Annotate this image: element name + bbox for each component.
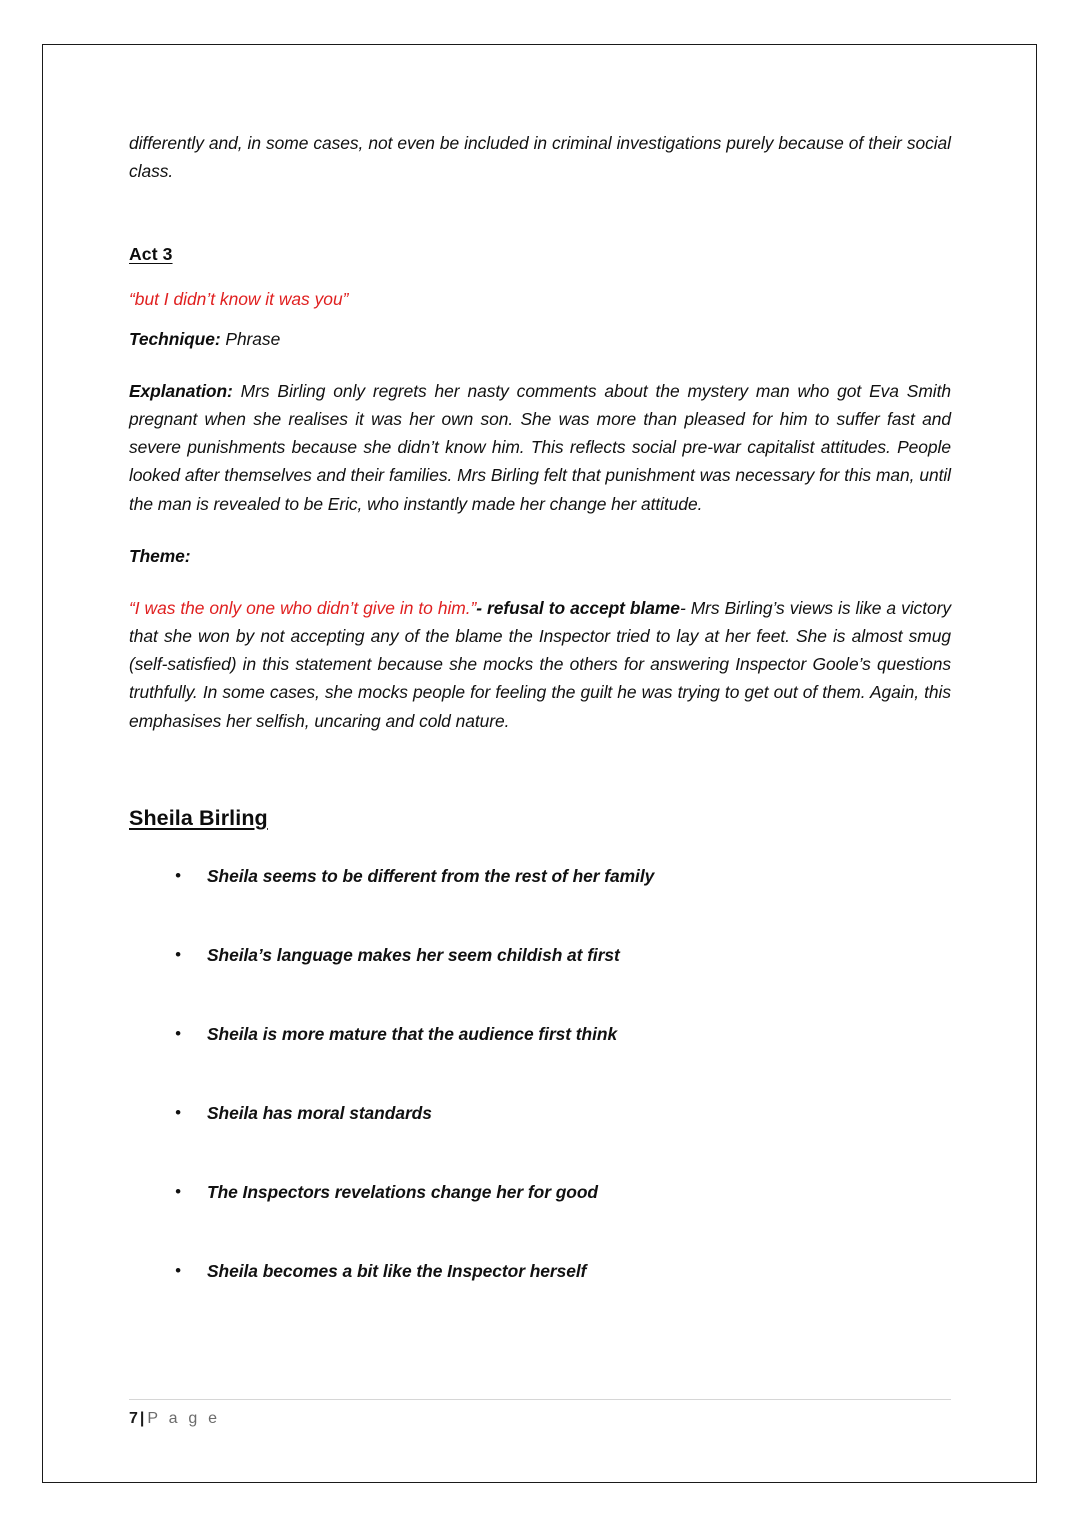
explanation-value: Mrs Birling only regrets her nasty comments about the mystery man who got Eva Smith pregnant when she realises it was her own son. She was more than pleased for him to suffer fast and severe punishments because she didn’t know him. This reflects social pre-war capitalist attitudes. People looked after themselves and their families. Mrs Birling felt that punishment was necessary for this man, until the man is revealed to be Eric, who instantly made her change her attitude. xyxy=(129,380,951,514)
list-item-label: The Inspectors revelations change her for good xyxy=(207,1182,599,1203)
bullet-icon: • xyxy=(175,865,181,885)
list-item xyxy=(129,1179,951,1205)
footer-divider xyxy=(129,1399,951,1400)
list-item-label: Sheila has moral standards xyxy=(207,1103,432,1124)
footer-page-indicator xyxy=(129,1409,951,1430)
bullet-icon: • xyxy=(175,1182,181,1202)
bullet-icon: • xyxy=(175,1103,181,1123)
page-content xyxy=(129,129,951,1284)
list-item-label: Sheila’s language makes her seem childish at first xyxy=(207,944,620,965)
explanation-label: Explanation: xyxy=(129,380,233,401)
theme-label: Theme: xyxy=(129,545,191,566)
theme-explanation: - Mrs Birling’s views is like a victory that she won by not accepting any of the blame the Inspector tried to lay at her feet. She is almost smug (self-satisfied) in this statement because she mocks the others for answering Inspector Goole’s questions truthfully. In some cases, she mocks people for feeling the guilt he was trying to get out of them. Again, this emphasises her selfish, uncaring and cold nature. xyxy=(129,597,951,731)
theme-paragraph xyxy=(129,594,951,735)
technique-value: Phrase xyxy=(220,328,281,349)
character-bullet-list xyxy=(129,863,951,1285)
list-item-label: Sheila is more mature that the audience first think xyxy=(207,1024,618,1045)
spacer xyxy=(129,265,951,285)
explanation-paragraph xyxy=(129,377,951,518)
spacer xyxy=(129,198,951,244)
list-item xyxy=(129,942,951,968)
theme-line xyxy=(129,542,951,570)
spacer xyxy=(129,531,951,542)
technique-label: Technique: xyxy=(129,328,221,349)
spacer xyxy=(129,366,951,377)
technique-line xyxy=(129,325,951,353)
spacer xyxy=(129,748,951,806)
character-heading: Sheila Birling xyxy=(129,805,268,830)
list-item-label: Sheila becomes a bit like the Inspector herself xyxy=(207,1261,587,1282)
act-quote: “but I didn’t know it was you” xyxy=(129,289,349,310)
theme-quote: “I was the only one who didn’t give in to him.” xyxy=(129,597,477,618)
bullet-icon: • xyxy=(175,1024,181,1044)
spacer xyxy=(129,314,951,325)
list-item xyxy=(129,1100,951,1126)
footer-separator: | xyxy=(139,1410,145,1428)
theme-bold-term: - refusal to accept blame xyxy=(476,597,680,618)
act-heading: Act 3 xyxy=(129,244,173,265)
footer-page-number: 7 xyxy=(129,1410,138,1428)
continued-paragraph: differently and, in some cases, not even be included in criminal investigations purely because of their social class. xyxy=(129,133,951,182)
list-item-label: Sheila seems to be different from the rest of her family xyxy=(207,865,655,886)
footer-page-label: P a g e xyxy=(147,1410,221,1428)
bullet-icon: • xyxy=(175,944,181,964)
bullet-icon: • xyxy=(175,1261,181,1281)
page-footer xyxy=(129,1399,951,1430)
list-item xyxy=(129,1258,951,1284)
spacer xyxy=(129,583,951,594)
spacer xyxy=(129,831,951,863)
list-item xyxy=(129,863,951,889)
document-page xyxy=(42,44,1037,1483)
list-item xyxy=(129,1021,951,1047)
